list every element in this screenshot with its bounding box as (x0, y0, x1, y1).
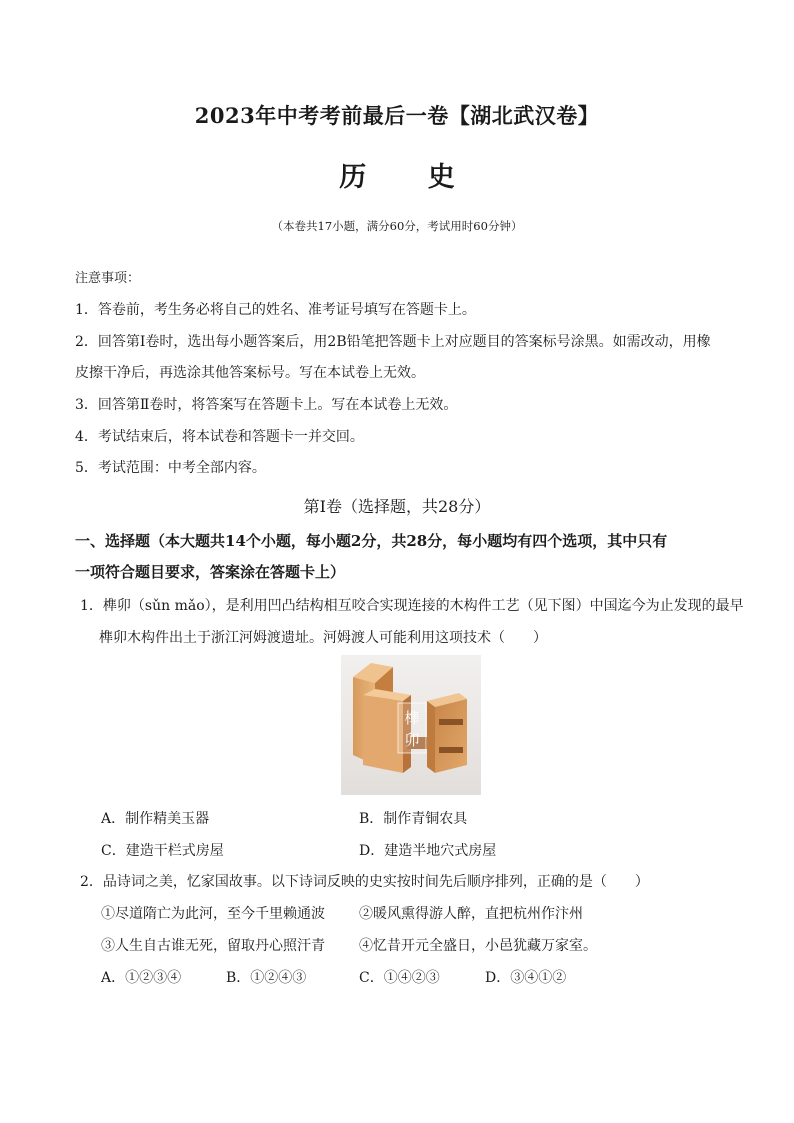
poem-3: ③人生自古谁无死，留取丹心照汗青 (101, 938, 325, 954)
notice-item: 3．回答第Ⅱ卷时，将答案写在答题卡上。写在本试卷上无效。 (75, 397, 458, 413)
mortise-tenon-photo (341, 655, 481, 795)
paper-info: （本卷共17小题，满分60分，考试用时60分钟） (271, 219, 523, 233)
notice-item: 5．考试范围：中考全部内容。 (75, 460, 266, 476)
paper-title: 2023年中考考前最后一卷【湖北武汉卷】 (194, 103, 600, 128)
question-2-stem: 2．品诗词之美，忆家国故事。以下诗词反映的史实按时间先后顺序排列，正确的是（ ） (80, 874, 649, 890)
question-1-option-b: B．制作青铜农具 (359, 811, 468, 827)
question-1-option-a: A．制作精美玉器 (101, 811, 210, 827)
question-1-option-d: D．建造半地穴式房屋 (359, 843, 497, 859)
section-instruction-continued: 一项符合题目要求，答案涂在答题卡上） (75, 563, 346, 581)
poem-2: ②暖风熏得游人醉，直把杭州作汴州 (359, 906, 583, 922)
image-label-sun: 榫 (404, 709, 420, 727)
question-2-option-c: C．①④②③ (359, 970, 440, 986)
notice-item: 1．答卷前，考生务必将自己的姓名、准考证号填写在答题卡上。 (75, 302, 476, 318)
question-1-option-c: C．建造干栏式房屋 (101, 843, 224, 859)
section-title: 第Ⅰ卷（选择题，共28分） (303, 497, 491, 516)
image-label-mao: 卯 (404, 731, 420, 749)
notice-item: 2．回答第Ⅰ卷时，选出每小题答案后，用2B铅笔把答题卡上对应题目的答案标号涂黑。如需改动，用橡 (75, 334, 711, 350)
poem-1: ①尽道隋亡为此河，至今千里赖通波 (101, 906, 325, 922)
question-2-option-a: A．①②③④ (101, 970, 182, 986)
wood-joint-illustration (341, 655, 481, 795)
question-2-option-b: B．①②④③ (226, 970, 307, 986)
poem-4: ④忆昔开元全盛日，小邑犹藏万家室。 (359, 938, 597, 954)
subject-title: 历 史 (339, 162, 481, 193)
question-1-stem: 1．榫卯（sǔn mǎo），是利用凹凸结构相互咬合实现连接的木构件工艺（见下图）中国迄今为止发现的最早 (80, 598, 744, 614)
question-1-stem-continued: 榫卯木构件出土于浙江河姆渡遗址。河姆渡人可能利用这项技术（ ） (99, 630, 547, 646)
notice-item-continued: 皮擦干净后，再选涂其他答案标号。写在本试卷上无效。 (75, 365, 425, 381)
section-instruction: 一、选择题（本大题共14个小题，每小题2分，共28分，每小题均有四个选项，其中只有 (75, 532, 668, 550)
question-2-option-d: D．③④①② (485, 970, 567, 986)
notice-item: 4．考试结束后，将本试卷和答题卡一并交回。 (75, 429, 364, 445)
notice-heading: 注意事项： (75, 271, 141, 286)
